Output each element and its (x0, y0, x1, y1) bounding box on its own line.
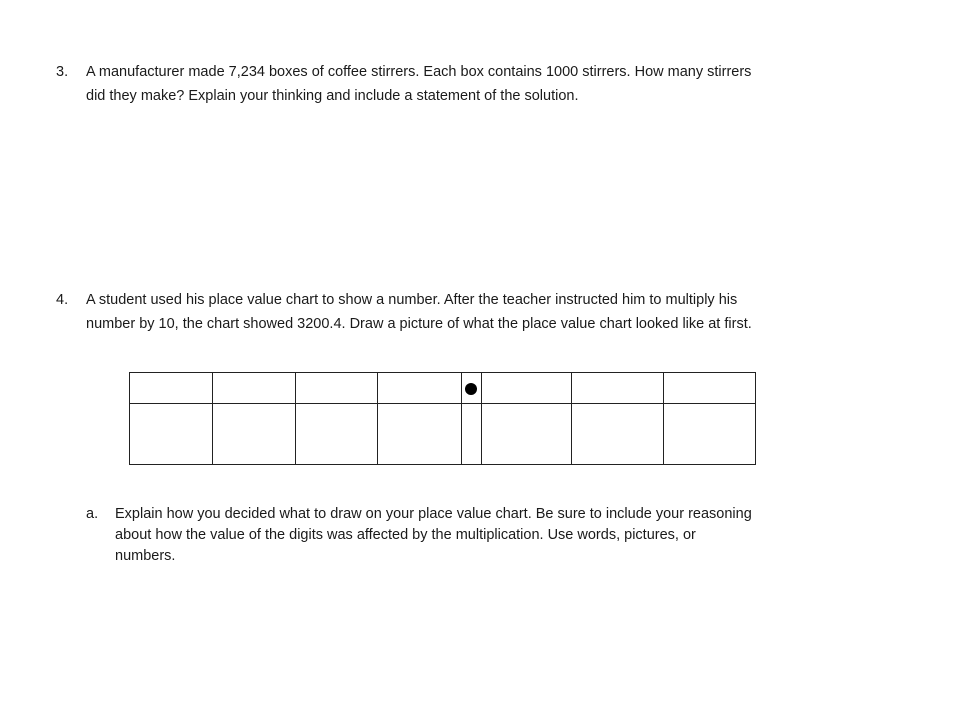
place-value-entry-cell[interactable] (378, 404, 461, 464)
problem-4a (86, 504, 866, 567)
problem-3-text: A manufacturer made 7,234 boxes of coffee stirrers. Each box contains 1000 stirrers. How many stirrers did they make? Explain your thinking and include a statement of the solution. (86, 64, 752, 104)
problem-4-text: A student used his place value chart to show a number. After the teacher instructed him to multiply his number by 10, the chart showed 3200.4. Draw a picture of what the place value chart looked like at first. (86, 292, 752, 332)
place-value-entry-cell[interactable] (572, 404, 663, 464)
place-value-column-1 (130, 373, 213, 464)
place-value-header-cell (378, 373, 461, 404)
place-value-column-3 (296, 373, 378, 464)
decimal-point-header-cell (462, 373, 481, 404)
place-value-entry-cell[interactable] (664, 404, 755, 464)
problem-4a-label: a. (86, 506, 99, 522)
problem-4-number: 4. (56, 292, 69, 308)
decimal-point-dot-icon (465, 383, 477, 395)
place-value-header-cell (664, 373, 755, 404)
problem-4 (56, 288, 876, 336)
place-value-header-cell (572, 373, 663, 404)
problem-3 (56, 60, 876, 108)
problem-4a-text: Explain how you decided what to draw on your place value chart. Be sure to include your reasoning about how the value of the digits was affected by the multiplication. Use words, pictures, or numbers. (115, 506, 752, 564)
place-value-chart (129, 372, 756, 465)
decimal-point-column (462, 373, 482, 464)
place-value-entry-cell[interactable] (213, 404, 295, 464)
place-value-column-4 (378, 373, 462, 464)
place-value-header-cell (296, 373, 377, 404)
problem-3-number: 3. (56, 64, 69, 80)
place-value-entry-cell[interactable] (296, 404, 377, 464)
decimal-point-entry-cell (462, 404, 481, 464)
place-value-header-cell (213, 373, 295, 404)
place-value-column-7 (664, 373, 755, 464)
place-value-header-cell (130, 373, 212, 404)
place-value-entry-cell[interactable] (482, 404, 571, 464)
place-value-column-5 (482, 373, 572, 464)
place-value-entry-cell[interactable] (130, 404, 212, 464)
place-value-header-cell (482, 373, 571, 404)
place-value-column-6 (572, 373, 664, 464)
place-value-column-2 (213, 373, 296, 464)
